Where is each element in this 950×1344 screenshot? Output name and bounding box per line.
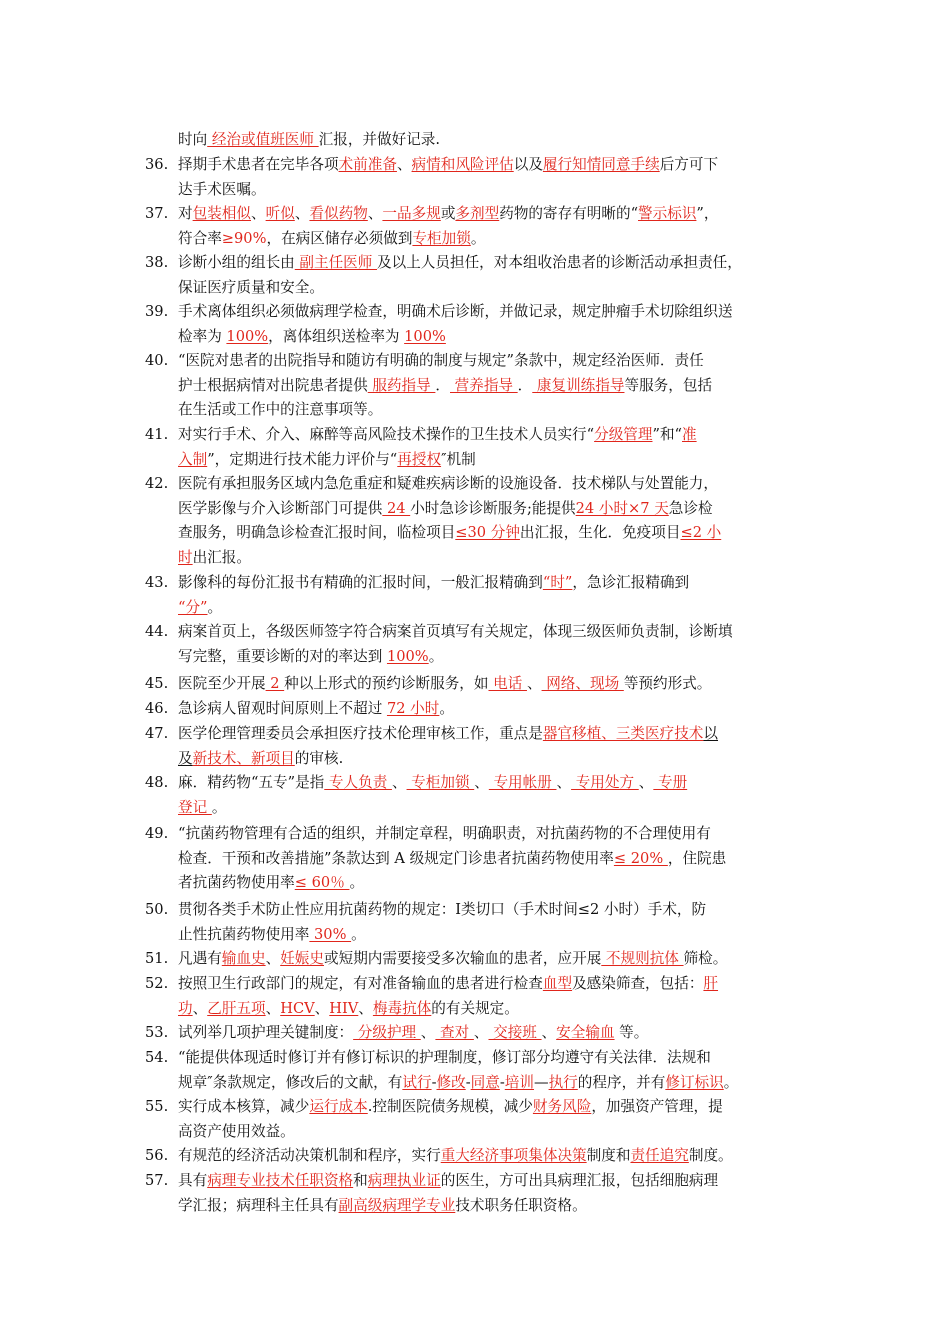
list-item xyxy=(145,1021,813,1046)
text-line xyxy=(145,923,813,948)
list-item xyxy=(145,153,813,202)
question-text: - xyxy=(431,1073,437,1091)
text-line xyxy=(145,546,813,571)
question-text: 。 xyxy=(428,647,444,665)
answer-text: 不规则抗体 xyxy=(601,950,684,967)
answer-text: 经治或值班医师 xyxy=(207,131,319,148)
item-number: 57. xyxy=(145,1172,169,1189)
question-text: - xyxy=(499,1073,505,1091)
question-text: ． xyxy=(517,376,533,394)
list-item xyxy=(145,1169,813,1218)
text-line xyxy=(145,697,813,722)
item-number: 42. xyxy=(145,475,169,492)
item-number: 36. xyxy=(145,156,169,173)
text-line xyxy=(145,521,813,546)
question-text: “抗菌药物管理有合适的组织，并制定章程，明确职责，对抗菌药物的不合理使用有 xyxy=(178,825,711,842)
item-number: 45. xyxy=(145,675,169,692)
question-text: ”，定期进行技术能力评价与“ xyxy=(207,450,398,468)
answer-text: 30% xyxy=(309,925,352,943)
text-line xyxy=(145,497,813,522)
answer-text: 责任追究 xyxy=(630,1147,689,1164)
item-number: 37. xyxy=(145,205,169,222)
question-text: 等服务，包括 xyxy=(624,376,713,394)
question-text: 制度和 xyxy=(586,1147,631,1164)
question-text: 以及 xyxy=(513,156,543,173)
answer-text: 安全输血 xyxy=(556,1024,615,1041)
answer-text: 副主任医师 xyxy=(294,254,378,271)
item-number: 39. xyxy=(145,303,169,320)
question-text: 医院至少开展 xyxy=(178,675,266,692)
answer-text: ≤30 分钟 xyxy=(455,524,520,542)
question-text: “医院对患者的出院指导和随访有明确的制度与规定”条款中，规定经治医师．责任 xyxy=(178,352,704,369)
question-text: 、 xyxy=(420,1024,436,1041)
question-text: 诊断小组的组长由 xyxy=(178,254,295,271)
question-text: 制度。 xyxy=(688,1147,733,1164)
answer-text: 电话 xyxy=(488,675,527,692)
answer-text: 登记 xyxy=(178,798,212,816)
text-line xyxy=(145,1021,813,1046)
item-number: 54. xyxy=(145,1049,169,1066)
question-text: 凡遇有 xyxy=(178,950,222,967)
answer-text: 交接班 xyxy=(488,1024,542,1041)
item-number: 55. xyxy=(145,1098,169,1115)
list-item xyxy=(145,620,813,669)
answer-text: 专柜加锁 xyxy=(412,229,471,247)
question-text: 符合率 xyxy=(178,229,222,247)
question-text: 的医生，方可出具病理汇报，包括细胞病理 xyxy=(440,1172,719,1189)
text-line xyxy=(145,349,813,374)
text-line xyxy=(145,1169,813,1194)
text-line xyxy=(145,997,813,1022)
answer-text: 再授权 xyxy=(397,450,442,468)
answer-text: 100% xyxy=(386,647,429,665)
list-item xyxy=(145,697,813,722)
question-text: 医院有承担服务区域内急危重症和疑难疾病诊断的设施设备．技术梯队与处置能力， xyxy=(178,475,718,492)
text-line xyxy=(145,571,813,596)
list-item xyxy=(145,128,813,153)
answer-text: 试行 xyxy=(402,1073,432,1091)
question-text: 出汇报，生化．免疫项目 xyxy=(519,524,681,542)
text-line xyxy=(145,374,813,399)
answer-text: 术前准备 xyxy=(338,156,397,173)
question-text: 。 xyxy=(723,1073,739,1091)
answer-text: ≥90% xyxy=(221,229,267,247)
question-text: 麻．精药物“五专”是指 xyxy=(178,774,325,791)
question-text: 、 xyxy=(265,950,281,967)
answer-text: “时” xyxy=(542,574,573,591)
text-line xyxy=(145,620,813,645)
text-line xyxy=(145,947,813,972)
question-text: ． xyxy=(435,376,450,394)
list-item xyxy=(145,472,813,570)
answer-text: 副高级病理学专业 xyxy=(338,1196,456,1214)
question-text: .控制医院债务规模，减少 xyxy=(367,1098,533,1115)
answer-text: 专用处方 xyxy=(571,774,639,791)
question-text: 、 xyxy=(367,205,383,222)
question-text: 病案首页上，各级医师签字符合病案首页填写有关规定，体现三级医师负责制，诊断填 xyxy=(178,623,733,640)
answer-text: 器官移植、三类医疗技术 xyxy=(542,725,704,742)
text-line xyxy=(145,1095,813,1120)
text-line xyxy=(145,1046,813,1071)
answer-text: 入制 xyxy=(178,450,208,468)
answer-text: 血型 xyxy=(542,975,573,992)
answer-text: ≤ 20% xyxy=(613,849,668,867)
question-text: 、 xyxy=(192,999,208,1017)
text-line xyxy=(145,747,813,772)
answer-text: 营养指导 xyxy=(450,376,518,394)
question-text: 、 xyxy=(396,156,412,173)
answer-text: HCV xyxy=(280,999,315,1017)
list-item xyxy=(145,947,813,972)
question-text: 、 xyxy=(556,774,572,791)
question-text: 或 xyxy=(440,205,456,222)
answer-text: 病情和风险评估 xyxy=(411,156,514,173)
answer-text: 100% xyxy=(226,327,269,345)
question-text: 影像科的每份汇报书有精确的汇报时间，一般汇报精确到 xyxy=(178,574,543,591)
question-text: ″机制 xyxy=(441,450,476,468)
question-text: 及 xyxy=(178,749,193,767)
question-text: 试列举几项护理关键制度： xyxy=(178,1024,354,1041)
item-number: 49. xyxy=(145,825,169,842)
question-text: 具有 xyxy=(178,1172,208,1189)
question-text: 对 xyxy=(178,205,193,222)
answer-text: 病理执业证 xyxy=(367,1172,441,1189)
answer-text: 服药指导 xyxy=(367,376,436,394)
answer-text: 网络、现场 xyxy=(541,675,624,692)
text-line xyxy=(145,972,813,997)
text-line xyxy=(145,276,813,301)
answer-text: 准 xyxy=(682,426,697,443)
item-number: 53. xyxy=(145,1024,169,1041)
question-text: ，离体组织送检率为 xyxy=(268,327,405,345)
text-line xyxy=(145,472,813,497)
question-text: 出汇报。 xyxy=(192,548,251,566)
list-item xyxy=(145,571,813,620)
question-text: 。 xyxy=(207,598,223,616)
text-line xyxy=(145,596,813,621)
answer-text: 康复训练指导 xyxy=(532,376,625,394)
answer-text: 重大经济事项集体决策 xyxy=(440,1147,587,1164)
list-item xyxy=(145,771,813,820)
question-text: 按照卫生行政部门的规定，有对准备输血的患者进行检查 xyxy=(178,975,543,992)
question-text: 检率为 xyxy=(178,327,227,345)
question-text: 筛检。 xyxy=(683,950,728,967)
question-text: 规章″条款规定，修改后的文献，有 xyxy=(178,1073,403,1091)
item-number: 46. xyxy=(145,700,169,717)
question-text: 药物的寄存有明晰的“ xyxy=(499,205,639,222)
question-text: 和 xyxy=(353,1172,368,1189)
question-text: 时向 xyxy=(178,131,208,148)
text-line xyxy=(145,1144,813,1169)
question-text: 高资产使用效益。 xyxy=(178,1122,295,1140)
question-text: 保证医疗质量和安全。 xyxy=(178,278,324,296)
question-text: 的有关规定。 xyxy=(431,999,519,1017)
item-number: 47. xyxy=(145,725,169,742)
question-text: - xyxy=(465,1073,471,1091)
answer-text: 新技术、新项目 xyxy=(192,749,295,767)
question-text: 。 xyxy=(439,700,454,717)
question-text: 写完整，重要诊断的对的率达到 xyxy=(178,647,387,665)
text-line xyxy=(145,771,813,796)
answer-text: HIV xyxy=(329,999,359,1017)
list-item xyxy=(145,423,813,472)
question-text: 择期手术患者在完毕各项 xyxy=(178,156,339,173)
answer-text: 修改 xyxy=(436,1073,466,1091)
question-text: 达手术医嘱。 xyxy=(178,180,266,198)
text-line xyxy=(145,847,813,872)
answer-text: 同意 xyxy=(470,1073,500,1091)
answer-text: 肝 xyxy=(703,975,719,992)
answer-text: 专柜加锁 xyxy=(406,774,475,791)
question-text: 止性抗菌药物使用率 xyxy=(178,925,310,943)
text-line xyxy=(145,822,813,847)
text-line xyxy=(145,645,813,670)
question-text: 、 xyxy=(358,999,373,1017)
question-text: 技术职务任职资格。 xyxy=(455,1196,587,1214)
text-line xyxy=(145,398,813,423)
question-text: 手术离体组织必须做病理学检查，明确术后诊断，并做记录，规定肿瘤手术切除组织送 xyxy=(178,303,733,320)
answer-text: 看似药物 xyxy=(309,205,368,222)
question-text: 学汇报；病理科主任具有 xyxy=(178,1196,339,1214)
answer-text: 警示标识 xyxy=(638,205,697,222)
item-number: 51. xyxy=(145,950,169,967)
answer-text: 24 xyxy=(382,499,411,517)
question-text: 、 xyxy=(314,999,330,1017)
text-line xyxy=(145,448,813,473)
answer-text: 功 xyxy=(178,999,193,1017)
question-text: “能提供体现适时修订并有修订标识的护理制度，修订部分均遵守有关法律．法规和 xyxy=(178,1049,711,1066)
question-text: 汇报，并做好记录. xyxy=(318,131,441,148)
item-number: 44. xyxy=(145,623,169,640)
answer-text: 包装相似 xyxy=(192,205,251,222)
text-line xyxy=(145,227,813,252)
question-text: ”和“ xyxy=(652,426,682,443)
question-text: 。 xyxy=(470,229,486,247)
item-number: 41. xyxy=(145,426,169,443)
question-text: 以 xyxy=(703,725,719,742)
text-line xyxy=(145,325,813,350)
text-line xyxy=(145,871,813,896)
list-item xyxy=(145,349,813,423)
question-text: ”， xyxy=(696,205,719,222)
list-item xyxy=(145,898,813,947)
text-line xyxy=(145,796,813,821)
answer-text: 输血史 xyxy=(221,950,266,967)
item-number: 38. xyxy=(145,254,169,271)
item-number: 50. xyxy=(145,901,169,918)
answer-text: 24 小时×7 天 xyxy=(575,499,669,517)
question-text: 等。 xyxy=(614,1024,649,1041)
question-text: 贯彻各类手术防止性应用抗菌药物的规定：Ⅰ类切口（手术时间≤2 小时）手术，防 xyxy=(178,901,707,918)
question-text: 医学影像与介入诊断部门可提供 xyxy=(178,499,383,517)
answer-text: 培训 xyxy=(504,1073,534,1091)
text-line xyxy=(145,722,813,747)
question-text: 等预约形式。 xyxy=(623,675,712,692)
question-text: ，在病区储存必须做到 xyxy=(266,229,413,247)
question-text: 护士根据病情对出院患者提供 xyxy=(178,376,368,394)
question-text: 及以上人员担任，对本组收治患者的诊断活动承担责任， xyxy=(377,254,742,271)
list-item xyxy=(145,1095,813,1144)
question-text: 、 xyxy=(526,675,542,692)
question-text: 、 xyxy=(294,205,310,222)
question-text: 种以上形式的预约诊断服务，如 xyxy=(284,675,489,692)
answer-text: 乙肝五项 xyxy=(207,999,266,1017)
text-line xyxy=(145,1071,813,1096)
text-line xyxy=(145,153,813,178)
answer-text: 专人负责 xyxy=(324,774,392,791)
text-line xyxy=(145,423,813,448)
item-number: 56. xyxy=(145,1147,169,1164)
item-number: 48. xyxy=(145,774,169,791)
answer-text: 专用帐册 xyxy=(488,774,557,791)
list-item xyxy=(145,1144,813,1169)
question-text: 实行成本核算，减少 xyxy=(178,1098,310,1115)
question-text: 。 xyxy=(349,874,365,892)
question-text: 。 xyxy=(351,925,366,943)
answer-text: 分级护理 xyxy=(353,1024,421,1041)
text-line xyxy=(145,128,813,153)
question-text: 、 xyxy=(473,1024,489,1041)
question-text: 、 xyxy=(251,205,266,222)
list-item xyxy=(145,822,813,896)
question-text: 者抗菌药物使用率 xyxy=(178,874,295,892)
answer-text: 2 xyxy=(265,675,285,692)
question-text: 急诊检 xyxy=(668,499,713,517)
answer-text: 梅毒抗体 xyxy=(372,999,432,1017)
answer-text: 一品多规 xyxy=(382,205,441,222)
list-item xyxy=(145,251,813,300)
question-text: 及感染筛查，包括： xyxy=(572,975,704,992)
question-text: ，住院患 xyxy=(667,849,727,867)
list-item xyxy=(145,202,813,251)
answer-text: 听似 xyxy=(265,205,295,222)
list-item xyxy=(145,1046,813,1095)
answer-text: 时 xyxy=(178,548,193,566)
answer-text: 运行成本 xyxy=(309,1098,368,1115)
answer-text: 100% xyxy=(404,327,446,345)
answer-text: “分” xyxy=(178,598,208,616)
answer-text: 多剂型 xyxy=(455,205,500,222)
text-line xyxy=(145,178,813,203)
item-number: 52. xyxy=(145,975,169,992)
question-text: 有规范的经济活动决策机制和程序，实行 xyxy=(178,1147,441,1164)
answer-text: 查对 xyxy=(435,1024,474,1041)
question-text: ，加强资产管理，提 xyxy=(591,1098,723,1115)
question-text: 检查．干预和改善措施”条款达到 A 级规定门诊患者抗菌药物使用率 xyxy=(178,849,614,867)
question-text: 对实行手术、介入、麻醉等高风险技术操作的卫生技术人员实行“ xyxy=(178,426,595,443)
list-item xyxy=(145,672,813,697)
answer-text: ≤ 60％ xyxy=(294,874,350,892)
question-text: 在生活或工作中的注意事项等。 xyxy=(178,401,383,419)
question-text: — xyxy=(533,1073,549,1091)
text-line xyxy=(145,202,813,227)
item-number: 43. xyxy=(145,574,169,591)
question-text: 查服务，明确急诊检查汇报时间，临检项目 xyxy=(178,524,456,542)
list-item xyxy=(145,722,813,771)
answer-text: 72 小时 xyxy=(386,700,440,717)
answer-text: 修订标识 xyxy=(665,1073,724,1091)
question-text: 或短期内需要接受多次输血的患者，应开展 xyxy=(324,950,602,967)
list-item xyxy=(145,300,813,349)
list-item xyxy=(145,972,813,1021)
answer-text: 病理专业技术任职资格 xyxy=(207,1172,354,1189)
text-line xyxy=(145,1120,813,1145)
question-text: 的程序，并有 xyxy=(577,1073,666,1091)
question-text: 、 xyxy=(265,999,281,1017)
text-line xyxy=(145,300,813,325)
answer-text: ≤2 小 xyxy=(680,524,722,542)
question-text: 。 xyxy=(211,798,227,816)
question-text: 、 xyxy=(391,774,407,791)
question-text: 、 xyxy=(638,774,654,791)
question-text: 的审核. xyxy=(294,749,344,767)
question-text: ，急诊汇报精确到 xyxy=(572,574,690,591)
text-line xyxy=(145,251,813,276)
answer-text: 专册 xyxy=(653,774,688,791)
question-text: 、 xyxy=(541,1024,557,1041)
answer-text: 履行知情同意手续 xyxy=(542,156,660,173)
question-text: 小时急诊诊断服务;能提供 xyxy=(410,499,576,517)
text-line xyxy=(145,1194,813,1219)
question-text: 后方可下 xyxy=(659,156,719,173)
text-line xyxy=(145,672,813,697)
question-text: 医学伦理管理委员会承担医疗技术伦理审核工作，重点是 xyxy=(178,725,543,742)
text-line xyxy=(145,898,813,923)
answer-text: 执行 xyxy=(548,1073,578,1091)
answer-text: 妊娠史 xyxy=(280,950,324,967)
answer-text: 分级管理 xyxy=(594,426,653,443)
question-text: 急诊病人留观时间原则上不超过 xyxy=(178,700,387,717)
question-text: 、 xyxy=(474,774,489,791)
item-number: 40. xyxy=(145,352,169,369)
answer-text: 财务风险 xyxy=(532,1098,592,1115)
